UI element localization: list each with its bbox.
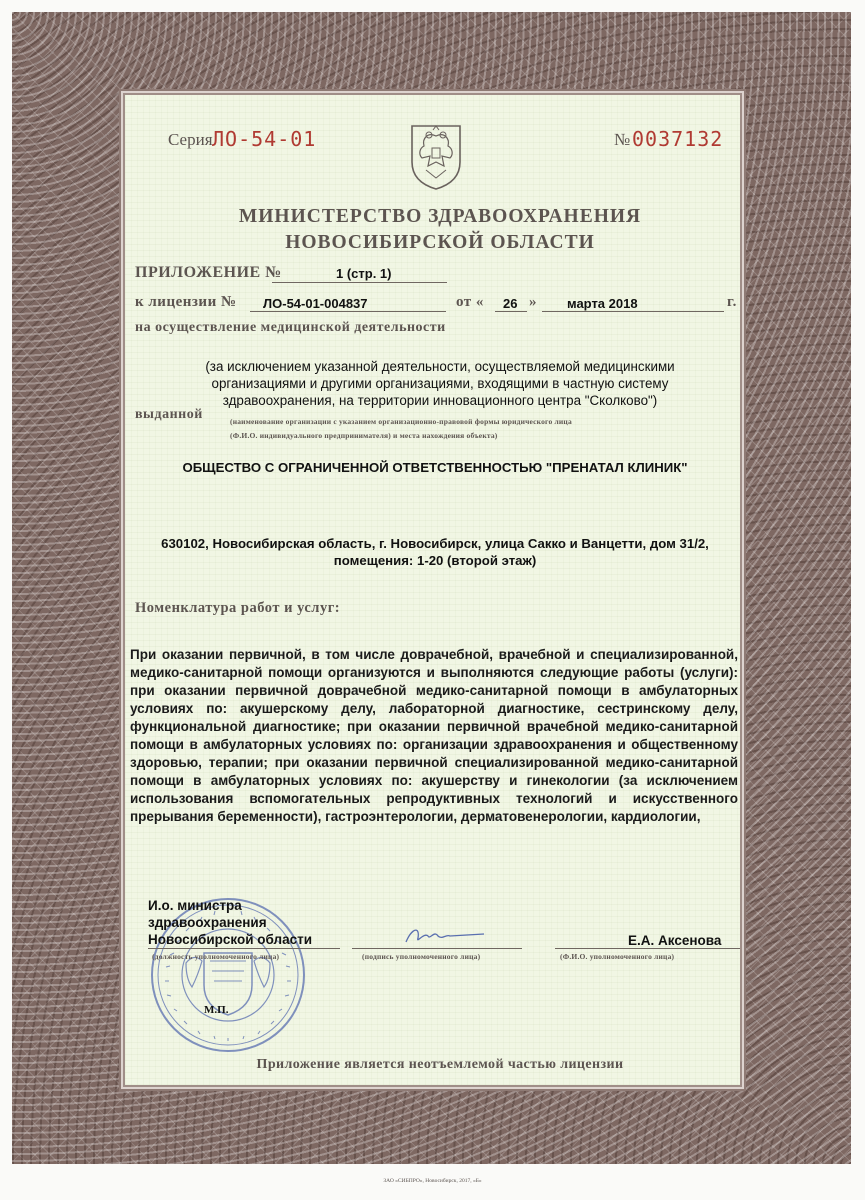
appendix-label: ПРИЛОЖЕНИЕ № xyxy=(135,264,282,281)
position-line2: здравоохранения xyxy=(148,915,267,930)
license-number: ЛО-54-01-004837 xyxy=(263,296,368,311)
issued-caption2: (Ф.И.О. индивидуального предпринимателя) и места нахождения объекта) xyxy=(230,431,498,440)
license-month-year: марта 2018 xyxy=(567,296,638,311)
series-value: ЛО-54-01 xyxy=(212,127,317,151)
license-day: 26 xyxy=(503,296,518,311)
ministry-title-line2: НОВОСИБИРСКОЙ ОБЛАСТИ xyxy=(285,232,595,253)
issued-label: выданной xyxy=(135,407,203,422)
address-line1: 630102, Новосибирская область, г. Новосибирск, улица Сакко и Ванцетти, дом 31/2, xyxy=(161,536,709,551)
address-line2: помещения: 1-20 (второй этаж) xyxy=(333,553,537,568)
nomenclature-text: При оказании первичной, в том числе доврачебной, врачебной и специализированной, медико-санитарной помощи организуются и выполняются следующие работы (услуги): при оказании первичной доврачебной медико-санитарной помощи в амбулаторных условиях по: акушерскому делу, лабораторной диагностике, сестринскому делу, функциональной диагностике; при оказании первичной врачебной медико-санитарной помощи в амбулаторных условиях по: организации здравоохранения и общественному здоровью, терапии; при оказании первичной специализированной медико-санитарной помощи в амбулаторных условиях по: акушерству и гинекологии (за исключением использования вспомогательных репродуктивных технологий и искусственного прерывания беременности), гастроэнтерологии, дерматовенерологии, кардиологии, xyxy=(130,647,738,824)
signatory-name: Е.А. Аксенова xyxy=(628,933,722,948)
activity-note-line2: организациями и другими организациями, входящими в частную систему xyxy=(211,376,669,391)
position-caption: (должность уполномоченного лица) xyxy=(152,952,280,961)
series-label: Серия xyxy=(168,130,213,149)
license-label: к лицензии № xyxy=(135,294,237,310)
printer-imprint: ЗАО «СИБПРО», Новосибирск, 2017, «Б» xyxy=(383,1178,482,1184)
signature-caption: (подпись уполномоченного лица) xyxy=(362,952,481,961)
activity-note-line1: (за исключением указанной деятельности, осуществляемой медицинскими xyxy=(205,359,675,374)
position-line1: И.о. министра xyxy=(148,898,242,913)
activity-note-line3: здравоохранения, на территории инновационного центра "Сколково") xyxy=(222,393,658,408)
position-line3: Новосибирской области xyxy=(148,932,313,947)
signatory-position xyxy=(148,897,312,948)
footer-text: Приложение является неотъемлемой частью лицензии xyxy=(256,1057,624,1072)
coat-of-arms-icon xyxy=(408,122,464,192)
form-number: 0037132 xyxy=(632,127,724,151)
ministry-title-line1: МИНИСТЕРСТВО ЗДРАВООХРАНЕНИЯ xyxy=(238,206,642,227)
activity-label: на осуществление медицинской деятельности xyxy=(135,320,446,335)
year-suffix: г. xyxy=(727,294,737,310)
organization-name: ОБЩЕСТВО С ОГРАНИЧЕННОЙ ОТВЕТСТВЕННОСТЬЮ "ПРЕНАТАЛ КЛИНИК" xyxy=(182,460,688,475)
issued-caption1: (наименование организации с указанием организационно-правовой формы юридического лица xyxy=(230,417,572,426)
date-from-label: от « xyxy=(456,294,484,310)
number-sign: № xyxy=(614,130,631,149)
nomenclature-heading: Номенклатура работ и услуг: xyxy=(135,600,341,616)
mp-label: М.П. xyxy=(204,1004,229,1016)
name-caption: (Ф.И.О. уполномоченного лица) xyxy=(560,952,675,961)
handwritten-signature-icon xyxy=(398,922,488,950)
appendix-value: 1 (стр. 1) xyxy=(336,266,392,281)
close-quote: » xyxy=(529,294,537,310)
